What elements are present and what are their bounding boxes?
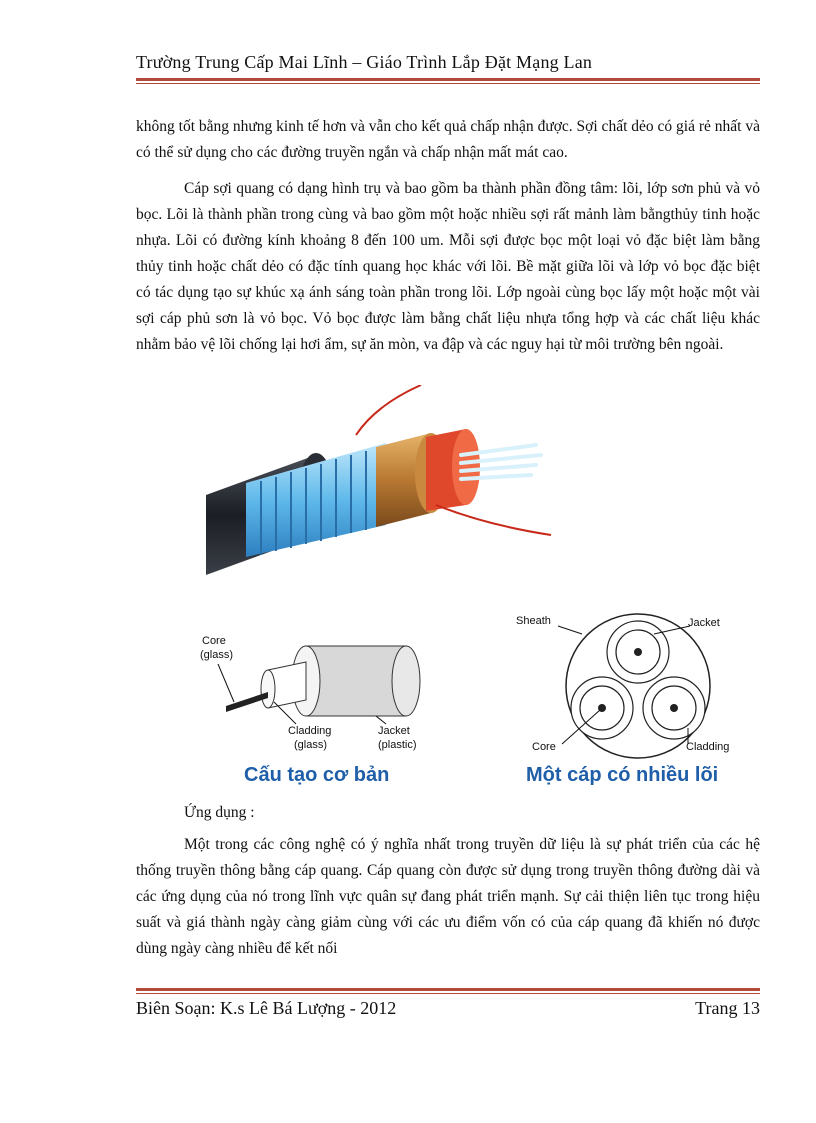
multi-core-svg xyxy=(512,604,772,760)
paragraph-2-text: Cáp sợi quang có dạng hình trụ và bao gồm ba thành phần đồng tâm: lõi, lớp sơn phủ và vỏ bọc. Lõi là thành phần trong cùng và bao gồm một hoặc nhiều sợi rất mảnh làm bằngthủy tinh hoặc nhựa. Lõi có đường kính khoảng 8 đến 100 um. Mỗi sợi được bọc một loại vỏ đặc biệt làm bằng thủy tinh hoặc chất dẻo có đặc tính quang học khác với lõi. Bề mặt giữa lõi và lớp vỏ bọc đặc biệt có tác dụng tạo sự khúc xạ ánh sáng toàn phần trong lõi. Lớp ngoài cùng bọc lấy một hoặc một vài sợi cáp phủ sơn là vỏ bọc. Vỏ bọc được làm bằng chất liệu nhựa tổng hợp và các chất liệu khác nhằm bảo vệ lõi chống lại hơi ẩm, sự ăn mòn, va đập và các nguy hại từ môi trường bên ngoài. xyxy=(136,180,760,353)
fiber-right-core xyxy=(670,704,678,712)
footer-rule xyxy=(136,988,760,991)
caption-multi-core: Một cáp có nhiều lõi xyxy=(526,764,719,786)
core-label-2: (glass) xyxy=(200,649,234,661)
jacket-leader xyxy=(376,716,386,724)
ripcord-bottom xyxy=(436,505,551,535)
cladding-label-2: (glass) xyxy=(294,739,328,751)
jacket-end xyxy=(392,646,420,716)
cladding-face xyxy=(261,670,275,708)
page-header: Trường Trung Cấp Mai Lĩnh – Giáo Trình Lắp Đặt Mạng Lan xyxy=(136,52,593,72)
header-rule xyxy=(136,78,760,81)
section-heading xyxy=(136,800,760,826)
section-heading-text: Ứng dụng : xyxy=(184,804,255,821)
core-body xyxy=(226,692,268,712)
ripcord-top xyxy=(356,385,421,435)
jacket-label-2: (plastic) xyxy=(378,739,417,751)
basic-structure-diagram xyxy=(196,612,446,762)
cladding-label-multi: Cladding xyxy=(686,741,730,753)
paragraph-1-text: không tốt bằng nhưng kinh tế hơn và vẫn cho kết quả chấp nhận được. Sợi chất dẻo có giá rẻ nhất và có thể sử dụng cho các đường truyền ngắn và chấp nhận mất mát cao. xyxy=(136,118,760,161)
jacket-body xyxy=(306,646,406,716)
cladding-leader xyxy=(274,702,296,724)
paragraph-1 xyxy=(136,114,760,166)
caption-basic-structure: Cấu tạo cơ bản xyxy=(244,764,390,786)
fiber-cable-photo xyxy=(206,385,606,575)
cable-inner-tube-end xyxy=(452,429,480,505)
core-label-multi: Core xyxy=(532,741,556,753)
paragraph-3 xyxy=(136,832,760,962)
multi-core-diagram xyxy=(512,604,772,760)
sheath-label: Sheath xyxy=(516,615,551,627)
core-leader xyxy=(218,664,234,702)
header-rule-thin xyxy=(136,83,760,84)
fiber-top-core xyxy=(634,648,642,656)
core-label-1: Core xyxy=(202,635,226,647)
basic-structure-svg xyxy=(196,612,446,762)
cladding-label-1: Cladding xyxy=(288,725,332,737)
footer-page-number: Trang 13 xyxy=(695,998,760,1018)
footer-author: Biên Soạn: K.s Lê Bá Lượng - 2012 xyxy=(136,998,397,1018)
footer-rule-thin xyxy=(136,993,760,994)
fiber-cable-illustration xyxy=(206,385,606,575)
paragraph-2 xyxy=(136,176,760,358)
sheath-leader xyxy=(558,626,582,634)
paragraph-3-text: Một trong các công nghệ có ý nghĩa nhất trong truyền dữ liệu là sự phát triển của các hệ thống truyền thông bằng cáp quang. Cáp quang còn được sử dụng trong truyền thông đường dài và các ứng dụng của nó trong lĩnh vực quân sự đang phát triển mạnh. Sự cải thiện liên tục trong hiệu suất và giá thành ngày càng giảm cùng với các ưu điểm vốn có của cáp quang đã khiến nó được dùng ngày càng nhiều để kết nối xyxy=(136,836,760,957)
jacket-label-1: Jacket xyxy=(378,725,410,737)
jacket-label-multi: Jacket xyxy=(688,617,720,629)
